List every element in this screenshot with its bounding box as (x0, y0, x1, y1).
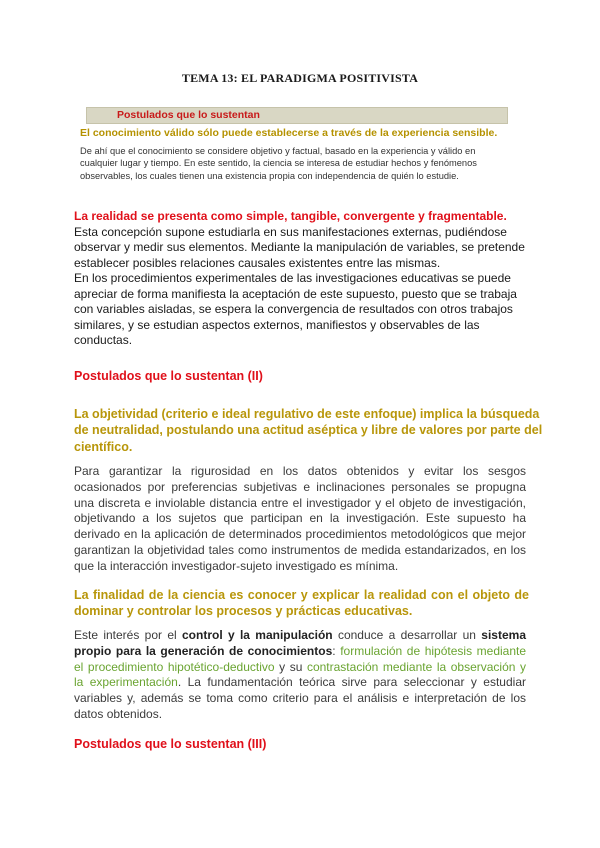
realidad-heading: La realidad se presenta como simple, tangible, convergente y fragmentable. (74, 209, 507, 223)
finalidad-text: y su (274, 659, 307, 674)
objetividad-line: que la interacción investigador-sujeto investigado es mínima. (74, 558, 399, 573)
realidad-line: similares, y se estudian aspectos externos, manifiestos y observables de las (74, 317, 480, 332)
experimentacion-green: la experimentación (74, 675, 178, 690)
finalidad-paragraph (74, 628, 526, 723)
finalidad-heading-line: La finalidad de la ciencia es conocer y explicar la realidad con el objeto de (74, 588, 529, 602)
objetividad-heading (74, 406, 543, 455)
objetividad-line: ocasionados por preferencias subjetivas e inclinaciones personales se propugna (74, 479, 526, 494)
realidad-line: conductas. (74, 333, 133, 347)
objetividad-heading-line: científico. (74, 439, 133, 454)
sistema-emphasis: sistema (481, 628, 526, 642)
finalidad-heading (74, 587, 529, 620)
realidad-line: En los procedimientos experimentales de las investigaciones educativas se puede (74, 271, 511, 285)
sistema-emphasis-cont: propio para la generación de conocimientos (74, 643, 333, 658)
realidad-line: apreciar de forma manifiesta la aceptación de este supuesto, puesto que se trabaja (74, 286, 517, 301)
hipotetico-green: el procedimiento hipotético-deductivo (74, 659, 275, 674)
finalidad-line: variables y, además se toma como criterio para el análisis e interpretación de los (74, 691, 526, 706)
page-title: TEMA 13: EL PARADIGMA POSITIVISTA (181, 71, 419, 85)
objetividad-line: derivado en la aplicación de determinados procedimientos metodológicos que mejor (74, 527, 526, 542)
postulados-ii-heading: Postulados que lo sustentan (II) (74, 369, 263, 383)
finalidad-text: : (332, 643, 341, 658)
objetividad-heading-line: La objetividad (criterio e ideal regulativo de este enfoque) implica la búsqueda (74, 407, 540, 421)
realidad-line: con variables aisladas, se espera la convergencia de resultados con otros trabajos (74, 302, 513, 316)
postulados-banner (86, 107, 508, 124)
small-paragraph-line: cualquier lugar y tiempo. En este sentido, la ciencia se interesa de estudiar hechos y fenómenos (80, 158, 477, 169)
small-paragraph-line: observables, los cuales tienen una existencia propia con independencia de quién lo estudie. (80, 170, 459, 181)
small-paragraph (80, 145, 520, 182)
hipotesis-green: formulación de hipótesis mediante (340, 643, 527, 658)
finalidad-heading-line: dominar y controlar los procesos y prácticas educativas. (74, 604, 413, 619)
section-realidad (74, 209, 534, 349)
objetividad-line: Para garantizar la rigurosidad en los datos obtenidos y evitar los sesgos (74, 464, 526, 478)
finalidad-line (74, 660, 526, 676)
finalidad-text: conduce a desarrollar un (332, 628, 482, 642)
objetividad-line: objetivando a los sujetos que participan en la investigación. Este supuesto ha (74, 511, 526, 526)
objetividad-paragraph (74, 464, 526, 575)
finalidad-line (74, 675, 526, 691)
finalidad-line: datos obtenidos. (74, 706, 163, 721)
finalidad-line (74, 628, 526, 644)
banner-label: Postulados que lo sustentan (117, 109, 260, 121)
realidad-line: observar y medir sus elementos. Mediante la manipulación de variables, se pretende (74, 240, 525, 254)
olive-subtitle: El conocimiento válido sólo puede establecerse a través de la experiencia sensible. (80, 127, 498, 139)
small-paragraph-line: De ahí que el conocimiento se considere objetivo y factual, basado en la experiencia y válido en (80, 146, 476, 156)
postulados-iii-heading: Postulados que lo sustentan (III) (74, 737, 267, 751)
realidad-line: establecer posibles relaciones causales existentes entre las mismas. (74, 255, 441, 270)
contrastacion-green: contrastación mediante la observación y (306, 659, 526, 674)
objetividad-line: garantizan la objetividad tales como instrumentos de medida estandarizados, en los (74, 542, 526, 557)
finalidad-text: Este interés por el (74, 628, 182, 642)
realidad-line: Esta concepción supone estudiarla en sus manifestaciones externas, pudiéndose (74, 224, 507, 239)
objetividad-line: una discreta e inviolable distancia entre el investigador y el objeto de investigación, (74, 495, 526, 510)
finalidad-line (74, 644, 526, 660)
objetividad-heading-line: de neutralidad, postulando una actitud aséptica y libre de valores por parte del (74, 423, 543, 438)
control-emphasis: control y la manipulación (181, 628, 333, 642)
finalidad-text: . La fundamentación teórica sirve para seleccionar y estudiar (177, 675, 526, 690)
